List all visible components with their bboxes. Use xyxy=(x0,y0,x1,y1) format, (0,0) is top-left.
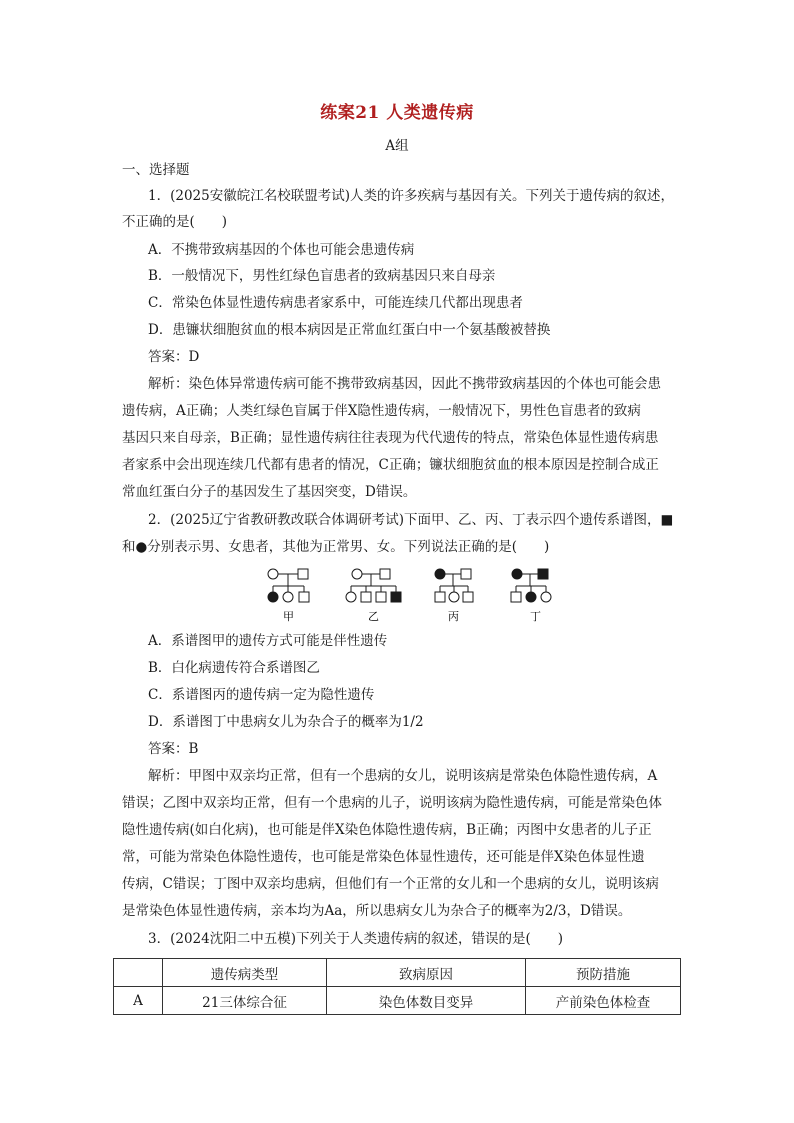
table-header-cell: 预防措施 xyxy=(526,959,681,987)
group-heading: A组 xyxy=(385,138,409,154)
table-header-cell: 致病原因 xyxy=(327,959,526,987)
table-row xyxy=(114,987,681,1015)
q2-analysis-line: 传病，C错误；丁图中双亲均患病，但他们有一个正常的女儿和一个患病的女儿，说明该病 xyxy=(122,876,659,892)
q2-option-b: B．白化病遗传符合系谱图乙 xyxy=(148,660,320,676)
q1-answer: 答案：D xyxy=(148,349,200,365)
q2-analysis-line: 是常染色体显性遗传病，亲本均为Aa，所以患病女儿为杂合子的概率为2/3，D错误。 xyxy=(122,903,632,919)
q1-stem-line2: 不正确的是( ) xyxy=(122,214,228,230)
q1-analysis-line: 基因只来自母亲，B正确；显性遗传病往往表现为代代遗传的特点，常染色体显性遗传病患 xyxy=(122,430,659,446)
q3-table xyxy=(113,958,681,1015)
table-cell: A xyxy=(114,987,163,1015)
pedigree-jia xyxy=(268,569,309,602)
section-heading: 一、选择题 xyxy=(122,162,190,178)
q1-option-c: C．常染色体显性遗传病患者家系中，可能连续几代都出现患者 xyxy=(148,295,523,311)
q1-analysis-line: 遗传病，A正确；人类红绿色盲属于伴X隐性遗传病，一般情况下，男性色盲患者的致病 xyxy=(122,403,641,419)
pedigree-yi xyxy=(346,569,401,602)
q3-stem: 3．(2024沈阳二中五模)下列关于人类遗传病的叙述，错误的是( ) xyxy=(148,931,564,947)
table-cell: 21三体综合征 xyxy=(163,987,327,1015)
q2-analysis-line: 常，可能为常染色体隐性遗传，也可能是常染色体显性遗传，还可能是伴X染色体显性遗 xyxy=(122,849,645,865)
q2-answer: 答案：B xyxy=(148,741,199,757)
q2-analysis-line: 隐性遗传病(如白化病)，也可能是伴X染色体隐性遗传病，B正确；丙图中女患者的儿子正 xyxy=(122,822,652,838)
pedigree-label-ding: 丁 xyxy=(530,610,541,623)
pedigree-diagrams xyxy=(262,564,562,624)
q1-option-b: B．一般情况下，男性红绿色盲患者的致病基因只来自母亲 xyxy=(148,268,496,284)
table-cell: 产前染色体检查 xyxy=(526,987,681,1015)
pedigree-label-yi: 乙 xyxy=(368,610,379,623)
table-cell: 染色体数目变异 xyxy=(327,987,526,1015)
q1-analysis-line: 解析：染色体异常遗传病可能不携带致病基因，因此不携带致病基因的个体也可能会患 xyxy=(148,376,661,392)
q2-option-c: C．系谱图丙的遗传病一定为隐性遗传 xyxy=(148,687,375,703)
q2-stem-line1: 2．(2025辽宁省教研教改联合体调研考试)下面甲、乙、丙、丁表示四个遗传系谱图，■ xyxy=(148,512,674,528)
pedigree-svg xyxy=(262,564,562,624)
q2-analysis-line: 错误；乙图中双亲均正常，但有一个患病的儿子，说明该病为隐性遗传病，可能是常染色体 xyxy=(122,795,662,811)
q1-analysis-line: 者家系中会出现连续几代都有患者的情况，C正确；镰状细胞贫血的根本原因是控制合成正 xyxy=(122,457,659,473)
q1-option-d: D．患镰状细胞贫血的根本病因是正常血红蛋白中一个氨基酸被替换 xyxy=(148,322,551,338)
q2-option-d: D．系谱图丁中患病女儿为杂合子的概率为1/2 xyxy=(148,714,424,730)
pedigree-bing xyxy=(435,569,473,602)
q2-stem-line2: 和●分别表示男、女患者，其他为正常男、女。下列说法正确的是( ) xyxy=(122,539,550,555)
pedigree-ding xyxy=(511,569,551,602)
q2-analysis-line: 解析：甲图中双亲均正常，但有一个患病的女儿，说明该病是常染色体隐性遗传病，A xyxy=(148,768,658,784)
q1-stem-line1: 1．(2025安徽皖江名校联盟考试)人类的许多疾病与基因有关。下列关于遗传病的叙述， xyxy=(148,188,674,204)
q2-option-a: A．系谱图甲的遗传方式可能是伴性遗传 xyxy=(148,633,388,649)
pedigree-label-bing: 丙 xyxy=(448,610,459,623)
table-header-row xyxy=(114,959,681,987)
table-header-cell xyxy=(114,959,163,987)
q1-option-a: A．不携带致病基因的个体也可能会患遗传病 xyxy=(148,242,415,258)
pedigree-label-jia: 甲 xyxy=(283,610,294,623)
page-title: 练案21 人类遗传病 xyxy=(320,103,474,123)
table-header-cell: 遗传病类型 xyxy=(163,959,327,987)
q1-analysis-line: 常血红蛋白分子的基因发生了基因突变，D错误。 xyxy=(122,484,417,500)
